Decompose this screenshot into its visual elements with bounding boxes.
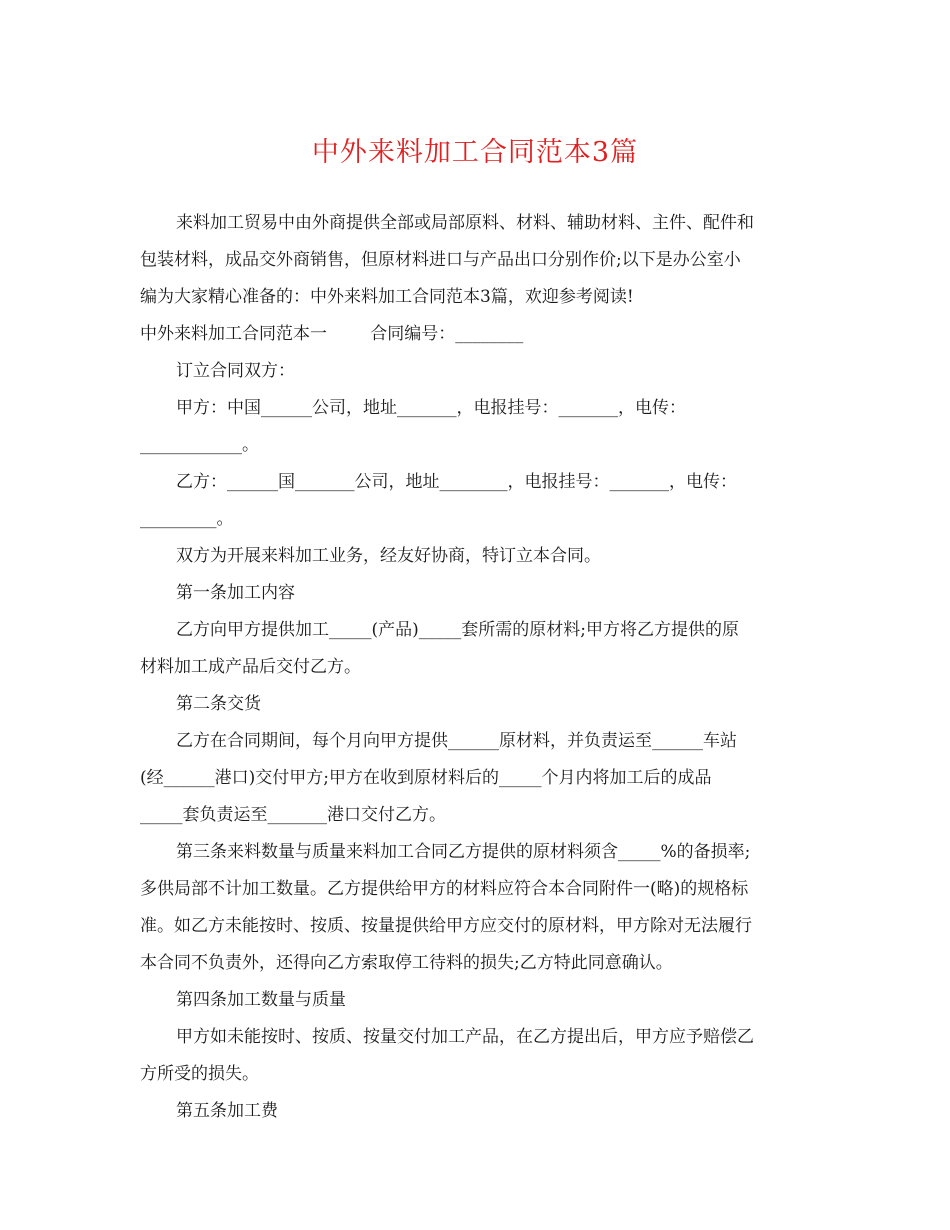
- paragraph-line: 乙方向甲方提供加工_____(产品)_____套所需的原材料;甲方将乙方提供的原: [176, 620, 739, 640]
- party-b-line: _________。: [140, 509, 234, 529]
- party-b-line: 乙方：______国_______公司，地址________，电报挂号：_______，电传：: [176, 472, 737, 492]
- party-a-line: 甲方：中国______公司，地址_______，电报挂号：_______，电传：: [176, 398, 686, 418]
- party-a-line: ____________。: [140, 435, 259, 455]
- paragraph-line: 方所受的损失。: [140, 1064, 259, 1084]
- paragraph-line: 来料加工贸易中由外商提供全部或局部原料、材料、辅助材料、主件、配件和: [176, 213, 754, 233]
- paragraph-line: _____套负责运至_______港口交付乙方。: [140, 805, 446, 825]
- article-heading: 第二条交货: [176, 694, 261, 714]
- paragraph-line: 多供局部不计加工数量。乙方提供给甲方的材料应符合本合同附件一(略)的规格标: [140, 879, 749, 899]
- article-heading: 第一条加工内容: [176, 583, 295, 603]
- paragraph-line: 订立合同双方：: [176, 361, 295, 381]
- paragraph-line: 甲方如未能按时、按质、按量交付加工产品，在乙方提出后，甲方应予赔偿乙: [176, 1027, 754, 1047]
- paragraph-line: 编为大家精心准备的：中外来料加工合同范本3篇，欢迎参考阅读!: [140, 287, 634, 307]
- paragraph-line: 第三条来料数量与质量来料加工合同乙方提供的原材料须含_____%的备损率;: [176, 842, 751, 862]
- paragraph-line: (经______港口)交付甲方;甲方在收到原材料后的_____个月内将加工后的成品: [140, 768, 712, 788]
- contract-heading-line: 中外来料加工合同范本一 合同编号：________: [140, 324, 524, 344]
- paragraph-line: 材料加工成产品后交付乙方。: [140, 657, 361, 677]
- paragraph-line: 本合同不负责外，还得向乙方索取停工待料的损失;乙方特此同意确认。: [140, 953, 673, 973]
- paragraph-line: 乙方在合同期间，每个月向甲方提供______原材料，并负责运至______车站: [176, 731, 737, 751]
- article-heading: 第四条加工数量与质量: [176, 990, 346, 1010]
- document-body: [140, 205, 815, 1130]
- article-heading: 第五条加工费: [176, 1101, 278, 1121]
- paragraph-line: 包装材料，成品交外商销售，但原材料进口与产品出口分别作价;以下是办公室小: [140, 250, 741, 270]
- document-title: 中外来料加工合同范本3篇: [311, 137, 639, 168]
- paragraph-line: 准。如乙方未能按时、按质、按量提供给甲方应交付的原材料，甲方除对无法履行: [140, 916, 752, 936]
- paragraph-line: 双方为开展来料加工业务，经友好协商，特订立本合同。: [176, 546, 601, 566]
